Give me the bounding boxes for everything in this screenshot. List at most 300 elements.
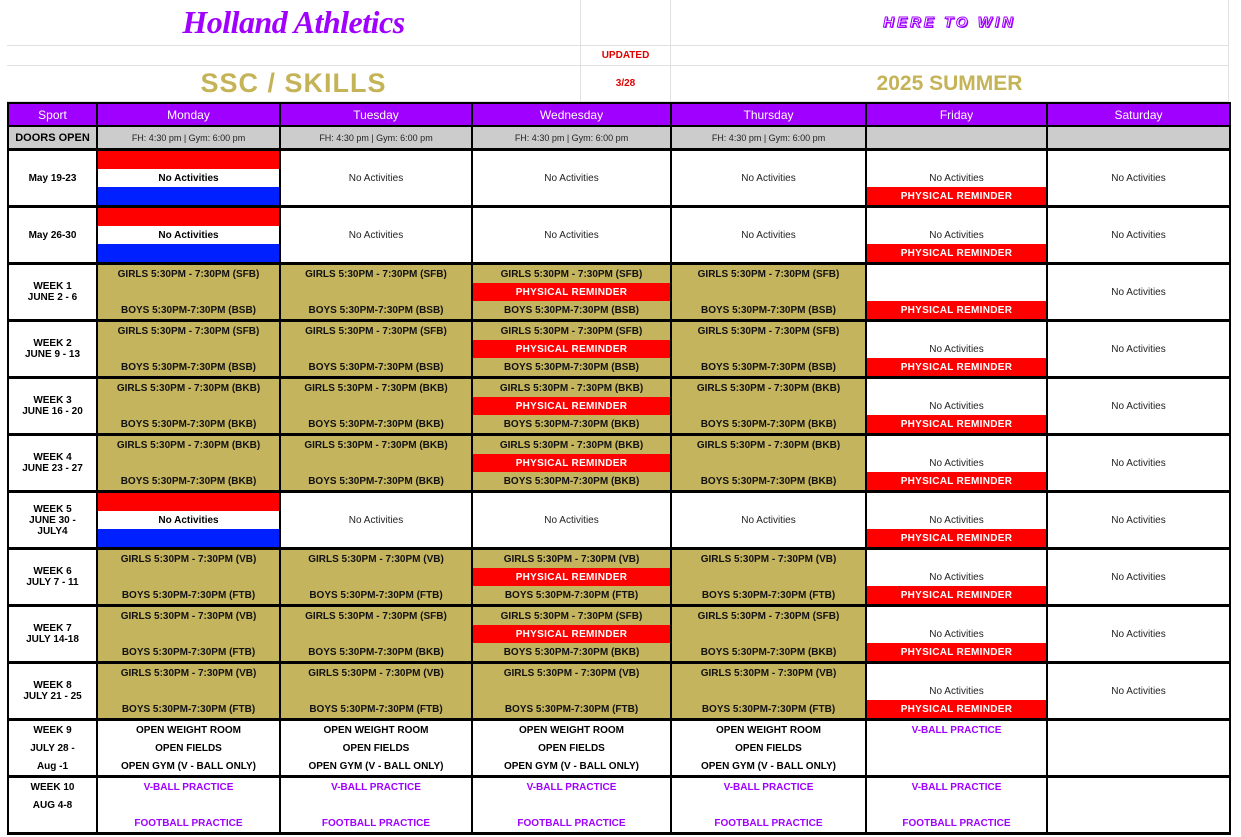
- empty-cell[interactable]: [280, 492, 472, 512]
- column-header-friday[interactable]: Friday: [866, 103, 1047, 126]
- girls-session[interactable]: GIRLS 5:30PM - 7:30PM (BKB): [472, 378, 671, 398]
- no-activities-cell[interactable]: No Activities: [97, 226, 280, 244]
- sheet-header: [0, 0, 1241, 102]
- boys-session[interactable]: BOYS 5:30PM-7:30PM (BKB): [280, 643, 472, 663]
- football-practice[interactable]: FOOTBALL PRACTICE: [472, 814, 671, 834]
- girls-session[interactable]: GIRLS 5:30PM - 7:30PM (VB): [671, 549, 866, 569]
- no-activities-cell[interactable]: No Activities: [1047, 321, 1230, 378]
- empty-cell[interactable]: [280, 187, 472, 207]
- week-line: JUNE 16 - 20: [22, 406, 83, 417]
- boys-session[interactable]: BOYS 5:30PM-7:30PM (BSB): [280, 358, 472, 378]
- empty-cell[interactable]: [280, 244, 472, 264]
- boys-session[interactable]: BOYS 5:30PM-7:30PM (FTB): [97, 643, 280, 663]
- boys-session[interactable]: BOYS 5:30PM-7:30PM (BKB): [280, 415, 472, 435]
- empty-cell[interactable]: [1047, 739, 1230, 757]
- table-row: [8, 549, 1230, 569]
- updated-date: 3/28: [615, 78, 636, 89]
- girls-session[interactable]: GIRLS 5:30PM - 7:30PM (BKB): [280, 435, 472, 455]
- table-row: [8, 625, 1230, 643]
- table-row: [8, 700, 1230, 720]
- no-activities-cell[interactable]: No Activities: [866, 682, 1047, 700]
- week-line: JUNE 23 - 27: [22, 463, 83, 474]
- physical-reminder[interactable]: PHYSICAL REMINDER: [866, 529, 1047, 549]
- blank-cell[interactable]: [7, 46, 581, 66]
- no-activities-cell[interactable]: No Activities: [1047, 378, 1230, 435]
- no-activities-cell[interactable]: No Activities: [97, 511, 280, 529]
- empty-cell[interactable]: [472, 796, 671, 814]
- girls-session[interactable]: GIRLS 5:30PM - 7:30PM (BKB): [671, 435, 866, 455]
- open-fields[interactable]: OPEN FIELDS: [280, 739, 472, 757]
- boys-session[interactable]: BOYS 5:30PM-7:30PM (BSB): [671, 358, 866, 378]
- empty-cell[interactable]: [1047, 492, 1230, 512]
- no-activities-cell[interactable]: No Activities: [866, 454, 1047, 472]
- table-row: [8, 682, 1230, 700]
- physical-reminder[interactable]: PHYSICAL REMINDER: [472, 397, 671, 415]
- doors-open-monday[interactable]: FH: 4:30 pm | Gym: 6:00 pm: [97, 126, 280, 150]
- table-row: [8, 472, 1230, 492]
- physical-reminder[interactable]: PHYSICAL REMINDER: [866, 472, 1047, 492]
- week-line: WEEK 8: [33, 680, 72, 691]
- empty-session-cell[interactable]: [97, 625, 280, 643]
- flag-stripe-red[interactable]: [97, 207, 280, 227]
- football-practice[interactable]: FOOTBALL PRACTICE: [97, 814, 280, 834]
- girls-session[interactable]: GIRLS 5:30PM - 7:30PM (SFB): [97, 264, 280, 284]
- week-line: May 19-23: [28, 172, 77, 184]
- empty-cell[interactable]: [866, 663, 1047, 683]
- empty-session-cell[interactable]: [472, 682, 671, 700]
- open-weight-room[interactable]: OPEN WEIGHT ROOM: [472, 720, 671, 740]
- flag-stripe-blue[interactable]: [97, 529, 280, 549]
- table-row: [8, 358, 1230, 378]
- football-practice[interactable]: FOOTBALL PRACTICE: [280, 814, 472, 834]
- empty-session-cell[interactable]: [97, 340, 280, 358]
- boys-session[interactable]: BOYS 5:30PM-7:30PM (BKB): [280, 472, 472, 492]
- empty-cell[interactable]: [1047, 207, 1230, 227]
- boys-session[interactable]: BOYS 5:30PM-7:30PM (BKB): [472, 643, 671, 663]
- boys-session[interactable]: BOYS 5:30PM-7:30PM (FTB): [280, 586, 472, 606]
- table-row: [8, 207, 1230, 227]
- table-row: [8, 187, 1230, 207]
- week-line: JULY 14-18: [26, 634, 79, 645]
- girls-session[interactable]: GIRLS 5:30PM - 7:30PM (VB): [472, 549, 671, 569]
- boys-session[interactable]: BOYS 5:30PM-7:30PM (FTB): [97, 586, 280, 606]
- week-label[interactable]: [8, 150, 97, 207]
- empty-cell[interactable]: [280, 529, 472, 549]
- week-line: WEEK 7: [33, 623, 72, 634]
- no-activities-cell[interactable]: No Activities: [866, 397, 1047, 415]
- no-activities-cell[interactable]: No Activities: [97, 169, 280, 187]
- open-gym[interactable]: OPEN GYM (V - BALL ONLY): [280, 757, 472, 777]
- empty-cell[interactable]: [1047, 720, 1230, 740]
- girls-session[interactable]: GIRLS 5:30PM - 7:30PM (SFB): [472, 606, 671, 626]
- no-activities-cell[interactable]: No Activities: [866, 226, 1047, 244]
- week-line: JULY4: [37, 525, 68, 537]
- week-line: JULY 7 - 11: [26, 577, 79, 588]
- no-activities-cell[interactable]: No Activities: [671, 511, 866, 529]
- empty-cell[interactable]: [671, 150, 866, 170]
- empty-cell[interactable]: [472, 244, 671, 264]
- open-weight-room[interactable]: OPEN WEIGHT ROOM: [280, 720, 472, 740]
- boys-session[interactable]: BOYS 5:30PM-7:30PM (BKB): [472, 415, 671, 435]
- football-practice[interactable]: FOOTBALL PRACTICE: [671, 814, 866, 834]
- empty-cell[interactable]: [280, 150, 472, 170]
- table-row: [8, 340, 1230, 358]
- empty-session-cell[interactable]: [671, 397, 866, 415]
- empty-session-cell[interactable]: [97, 454, 280, 472]
- updated-date-cell[interactable]: [581, 66, 671, 102]
- girls-session[interactable]: GIRLS 5:30PM - 7:30PM (BKB): [280, 378, 472, 398]
- boys-session[interactable]: BOYS 5:30PM-7:30PM (FTB): [472, 700, 671, 720]
- season-text: 2025 SUMMER: [876, 71, 1023, 95]
- vball-practice[interactable]: V-BALL PRACTICE: [472, 777, 671, 797]
- boys-session[interactable]: BOYS 5:30PM-7:30PM (BKB): [671, 415, 866, 435]
- table-row: [8, 169, 1230, 187]
- physical-reminder[interactable]: PHYSICAL REMINDER: [472, 568, 671, 586]
- empty-cell[interactable]: [1047, 814, 1230, 834]
- week-line: WEEK 5: [33, 503, 72, 515]
- empty-cell[interactable]: [866, 207, 1047, 227]
- vball-practice[interactable]: V-BALL PRACTICE: [280, 777, 472, 797]
- empty-cell[interactable]: [1047, 529, 1230, 549]
- empty-cell[interactable]: [280, 796, 472, 814]
- week-label[interactable]: [8, 606, 97, 663]
- table-row: [8, 321, 1230, 341]
- season-cell[interactable]: [671, 66, 1229, 102]
- table-row: [8, 150, 1230, 170]
- empty-session-cell[interactable]: [671, 454, 866, 472]
- column-header-wednesday[interactable]: Wednesday: [472, 103, 671, 126]
- no-activities-cell[interactable]: No Activities: [472, 226, 671, 244]
- empty-cell[interactable]: [1047, 150, 1230, 170]
- week-label[interactable]: [8, 435, 97, 492]
- empty-cell[interactable]: [866, 435, 1047, 455]
- no-activities-cell[interactable]: No Activities: [472, 169, 671, 187]
- flag-stripe-blue[interactable]: [97, 187, 280, 207]
- empty-session-cell[interactable]: [280, 283, 472, 301]
- doors-open-wednesday[interactable]: FH: 4:30 pm | Gym: 6:00 pm: [472, 126, 671, 150]
- empty-cell[interactable]: [866, 549, 1047, 569]
- girls-session[interactable]: GIRLS 5:30PM - 7:30PM (SFB): [472, 321, 671, 341]
- empty-cell[interactable]: [1047, 777, 1230, 797]
- column-header-monday[interactable]: Monday: [97, 103, 280, 126]
- girls-session[interactable]: GIRLS 5:30PM - 7:30PM (VB): [97, 663, 280, 683]
- physical-reminder[interactable]: PHYSICAL REMINDER: [866, 301, 1047, 321]
- flag-stripe-red[interactable]: [97, 150, 280, 170]
- girls-session[interactable]: GIRLS 5:30PM - 7:30PM (BKB): [97, 435, 280, 455]
- girls-session[interactable]: GIRLS 5:30PM - 7:30PM (SFB): [671, 606, 866, 626]
- girls-session[interactable]: GIRLS 5:30PM - 7:30PM (SFB): [671, 321, 866, 341]
- table-row: [8, 301, 1230, 321]
- empty-cell[interactable]: [280, 207, 472, 227]
- blank-cell[interactable]: [671, 46, 1229, 66]
- empty-cell[interactable]: [671, 529, 866, 549]
- boys-session[interactable]: BOYS 5:30PM-7:30PM (BKB): [97, 472, 280, 492]
- vball-practice[interactable]: V-BALL PRACTICE: [671, 777, 866, 797]
- open-fields[interactable]: OPEN FIELDS: [472, 739, 671, 757]
- empty-cell[interactable]: [472, 150, 671, 170]
- week-line: WEEK 4: [33, 452, 72, 463]
- empty-session-cell[interactable]: [671, 568, 866, 586]
- doors-open-thursday[interactable]: FH: 4:30 pm | Gym: 6:00 pm: [671, 126, 866, 150]
- week-label[interactable]: Aug -1: [8, 757, 97, 777]
- empty-session-cell[interactable]: [97, 682, 280, 700]
- empty-cell[interactable]: [866, 283, 1047, 301]
- no-activities-cell[interactable]: No Activities: [866, 625, 1047, 643]
- open-gym[interactable]: OPEN GYM (V - BALL ONLY): [671, 757, 866, 777]
- no-activities-cell[interactable]: No Activities: [1047, 264, 1230, 321]
- no-activities-cell[interactable]: No Activities: [1047, 226, 1230, 244]
- boys-session[interactable]: BOYS 5:30PM-7:30PM (BKB): [472, 472, 671, 492]
- no-activities-cell[interactable]: No Activities: [1047, 435, 1230, 492]
- table-row: [8, 397, 1230, 415]
- girls-session[interactable]: GIRLS 5:30PM - 7:30PM (VB): [97, 606, 280, 626]
- table-row: [8, 777, 1230, 797]
- girls-session[interactable]: GIRLS 5:30PM - 7:30PM (SFB): [280, 321, 472, 341]
- empty-session-cell[interactable]: [280, 340, 472, 358]
- boys-session[interactable]: BOYS 5:30PM-7:30PM (BSB): [97, 301, 280, 321]
- week-line: WEEK 3: [33, 395, 72, 406]
- blank-cell[interactable]: [581, 0, 671, 46]
- empty-session-cell[interactable]: [280, 454, 472, 472]
- empty-session-cell[interactable]: [671, 625, 866, 643]
- no-activities-cell[interactable]: No Activities: [1047, 169, 1230, 187]
- no-activities-cell[interactable]: No Activities: [671, 226, 866, 244]
- column-header-thursday[interactable]: Thursday: [671, 103, 866, 126]
- updated-label: UPDATED: [601, 50, 650, 61]
- table-row: [8, 226, 1230, 244]
- no-activities-cell[interactable]: No Activities: [472, 511, 671, 529]
- no-activities-cell[interactable]: No Activities: [866, 169, 1047, 187]
- no-activities-cell[interactable]: No Activities: [1047, 606, 1230, 663]
- table-row: [8, 739, 1230, 757]
- empty-cell[interactable]: [671, 244, 866, 264]
- empty-cell[interactable]: [1047, 796, 1230, 814]
- table-row: [8, 264, 1230, 284]
- empty-cell[interactable]: [1047, 757, 1230, 777]
- girls-session[interactable]: GIRLS 5:30PM - 7:30PM (VB): [280, 549, 472, 569]
- table-row: [8, 492, 1230, 512]
- empty-cell[interactable]: [866, 492, 1047, 512]
- week-line: JUNE 9 - 13: [24, 349, 81, 360]
- empty-session-cell[interactable]: [280, 682, 472, 700]
- empty-cell[interactable]: [866, 321, 1047, 341]
- physical-reminder[interactable]: PHYSICAL REMINDER: [866, 358, 1047, 378]
- week-label[interactable]: [8, 814, 97, 834]
- week-line: WEEK 2: [33, 338, 72, 349]
- no-activities-cell[interactable]: No Activities: [866, 511, 1047, 529]
- slogan-cell[interactable]: [671, 0, 1229, 46]
- subtitle-text: SSC / SKILLS: [200, 68, 387, 98]
- empty-cell[interactable]: [866, 378, 1047, 398]
- empty-session-cell[interactable]: [671, 682, 866, 700]
- empty-cell[interactable]: [671, 796, 866, 814]
- boys-session[interactable]: BOYS 5:30PM-7:30PM (BKB): [671, 472, 866, 492]
- table-row: [8, 757, 1230, 777]
- week-line: JULY 21 - 25: [23, 691, 82, 702]
- physical-reminder[interactable]: PHYSICAL REMINDER: [472, 340, 671, 358]
- empty-session-cell[interactable]: [97, 283, 280, 301]
- week-label[interactable]: [8, 207, 97, 264]
- table-row: [8, 283, 1230, 301]
- open-fields[interactable]: OPEN FIELDS: [97, 739, 280, 757]
- girls-session[interactable]: GIRLS 5:30PM - 7:30PM (VB): [97, 549, 280, 569]
- table-row: [8, 606, 1230, 626]
- girls-session[interactable]: GIRLS 5:30PM - 7:30PM (SFB): [472, 264, 671, 284]
- table-row: [8, 586, 1230, 606]
- girls-session[interactable]: GIRLS 5:30PM - 7:30PM (SFB): [671, 264, 866, 284]
- week-label[interactable]: JULY 28 -: [8, 739, 97, 757]
- boys-session[interactable]: BOYS 5:30PM-7:30PM (BSB): [280, 301, 472, 321]
- empty-session-cell[interactable]: [97, 568, 280, 586]
- brand-cell[interactable]: [7, 0, 581, 46]
- no-activities-cell[interactable]: No Activities: [866, 340, 1047, 358]
- no-activities-cell[interactable]: No Activities: [1047, 663, 1230, 720]
- football-practice[interactable]: FOOTBALL PRACTICE: [866, 814, 1047, 834]
- girls-session[interactable]: GIRLS 5:30PM - 7:30PM (SFB): [97, 321, 280, 341]
- empty-cell[interactable]: [472, 207, 671, 227]
- table-row: [8, 511, 1230, 529]
- column-header-row: [8, 103, 1230, 126]
- vball-practice[interactable]: V-BALL PRACTICE: [97, 777, 280, 797]
- empty-cell[interactable]: [1047, 187, 1230, 207]
- open-fields[interactable]: OPEN FIELDS: [671, 739, 866, 757]
- boys-session[interactable]: BOYS 5:30PM-7:30PM (BSB): [671, 301, 866, 321]
- empty-session-cell[interactable]: [97, 397, 280, 415]
- week-label[interactable]: AUG 4-8: [8, 796, 97, 814]
- table-row: [8, 663, 1230, 683]
- table-row: [8, 244, 1230, 264]
- empty-cell[interactable]: [472, 187, 671, 207]
- boys-session[interactable]: BOYS 5:30PM-7:30PM (BSB): [472, 301, 671, 321]
- week-line: WEEK 6: [33, 566, 72, 577]
- empty-cell[interactable]: [671, 207, 866, 227]
- week-line: JUNE 30 -: [29, 514, 76, 526]
- physical-reminder[interactable]: PHYSICAL REMINDER: [472, 283, 671, 301]
- boys-session[interactable]: BOYS 5:30PM-7:30PM (FTB): [280, 700, 472, 720]
- column-header-sport[interactable]: Sport: [8, 103, 97, 126]
- girls-session[interactable]: GIRLS 5:30PM - 7:30PM (VB): [671, 663, 866, 683]
- doors-open-label[interactable]: DOORS OPEN: [8, 126, 97, 150]
- girls-session[interactable]: GIRLS 5:30PM - 7:30PM (BKB): [472, 435, 671, 455]
- doors-open-saturday[interactable]: [1047, 126, 1230, 150]
- column-header-tuesday[interactable]: Tuesday: [280, 103, 472, 126]
- girls-session[interactable]: GIRLS 5:30PM - 7:30PM (BKB): [97, 378, 280, 398]
- empty-cell[interactable]: [866, 757, 1047, 777]
- empty-cell[interactable]: [472, 529, 671, 549]
- empty-session-cell[interactable]: [280, 568, 472, 586]
- empty-cell[interactable]: [671, 187, 866, 207]
- no-activities-cell[interactable]: No Activities: [280, 169, 472, 187]
- boys-session[interactable]: BOYS 5:30PM-7:30PM (BKB): [97, 415, 280, 435]
- open-weight-room[interactable]: OPEN WEIGHT ROOM: [671, 720, 866, 740]
- empty-cell[interactable]: [866, 150, 1047, 170]
- column-header-saturday[interactable]: Saturday: [1047, 103, 1230, 126]
- table-row: [8, 568, 1230, 586]
- boys-session[interactable]: BOYS 5:30PM-7:30PM (BSB): [472, 358, 671, 378]
- subtitle-cell[interactable]: [7, 66, 581, 102]
- doors-open-tuesday[interactable]: FH: 4:30 pm | Gym: 6:00 pm: [280, 126, 472, 150]
- updated-cell[interactable]: [581, 46, 671, 66]
- physical-reminder[interactable]: PHYSICAL REMINDER: [472, 625, 671, 643]
- week-label[interactable]: [8, 492, 97, 549]
- table-row: [8, 643, 1230, 663]
- no-activities-cell[interactable]: No Activities: [1047, 549, 1230, 606]
- empty-cell[interactable]: [97, 796, 280, 814]
- boys-session[interactable]: BOYS 5:30PM-7:30PM (BSB): [97, 358, 280, 378]
- physical-reminder[interactable]: PHYSICAL REMINDER: [866, 415, 1047, 435]
- empty-session-cell[interactable]: [280, 625, 472, 643]
- girls-session[interactable]: GIRLS 5:30PM - 7:30PM (SFB): [280, 606, 472, 626]
- no-activities-cell[interactable]: No Activities: [1047, 511, 1230, 529]
- week-line: WEEK 1: [33, 281, 72, 292]
- flag-stripe-blue[interactable]: [97, 244, 280, 264]
- week-label[interactable]: [8, 264, 97, 321]
- boys-session[interactable]: BOYS 5:30PM-7:30PM (FTB): [671, 700, 866, 720]
- vball-practice[interactable]: V-BALL PRACTICE: [866, 777, 1047, 797]
- girls-session[interactable]: GIRLS 5:30PM - 7:30PM (BKB): [671, 378, 866, 398]
- empty-cell[interactable]: [866, 739, 1047, 757]
- boys-session[interactable]: BOYS 5:30PM-7:30PM (FTB): [671, 586, 866, 606]
- no-activities-cell[interactable]: No Activities: [671, 169, 866, 187]
- physical-reminder[interactable]: PHYSICAL REMINDER: [866, 586, 1047, 606]
- week-label[interactable]: WEEK 10: [8, 777, 97, 797]
- vball-practice[interactable]: V-BALL PRACTICE: [866, 720, 1047, 740]
- week-label[interactable]: [8, 321, 97, 378]
- table-row: [8, 814, 1230, 834]
- physical-reminder[interactable]: PHYSICAL REMINDER: [472, 454, 671, 472]
- empty-cell[interactable]: [472, 492, 671, 512]
- girls-session[interactable]: GIRLS 5:30PM - 7:30PM (VB): [280, 663, 472, 683]
- empty-session-cell[interactable]: [280, 397, 472, 415]
- open-gym[interactable]: OPEN GYM (V - BALL ONLY): [472, 757, 671, 777]
- boys-session[interactable]: BOYS 5:30PM-7:30PM (BKB): [671, 643, 866, 663]
- week-label[interactable]: [8, 378, 97, 435]
- physical-reminder[interactable]: PHYSICAL REMINDER: [866, 643, 1047, 663]
- empty-cell[interactable]: [866, 264, 1047, 284]
- boys-session[interactable]: BOYS 5:30PM-7:30PM (FTB): [472, 586, 671, 606]
- doors-open-friday[interactable]: [866, 126, 1047, 150]
- table-row: [8, 378, 1230, 398]
- empty-session-cell[interactable]: [671, 340, 866, 358]
- girls-session[interactable]: GIRLS 5:30PM - 7:30PM (SFB): [280, 264, 472, 284]
- no-activities-cell[interactable]: No Activities: [280, 511, 472, 529]
- girls-session[interactable]: GIRLS 5:30PM - 7:30PM (VB): [472, 663, 671, 683]
- doors-open-row: [8, 126, 1230, 150]
- boys-session[interactable]: BOYS 5:30PM-7:30PM (FTB): [97, 700, 280, 720]
- schedule-grid: [7, 102, 1231, 835]
- physical-reminder[interactable]: PHYSICAL REMINDER: [866, 187, 1047, 207]
- table-row: [8, 454, 1230, 472]
- empty-cell[interactable]: [866, 606, 1047, 626]
- empty-session-cell[interactable]: [671, 283, 866, 301]
- empty-cell[interactable]: [1047, 244, 1230, 264]
- empty-cell[interactable]: [671, 492, 866, 512]
- open-weight-room[interactable]: OPEN WEIGHT ROOM: [97, 720, 280, 740]
- physical-reminder[interactable]: PHYSICAL REMINDER: [866, 700, 1047, 720]
- week-label[interactable]: [8, 663, 97, 720]
- week-label[interactable]: [8, 549, 97, 606]
- no-activities-cell[interactable]: No Activities: [866, 568, 1047, 586]
- table-row: [8, 720, 1230, 740]
- physical-reminder[interactable]: PHYSICAL REMINDER: [866, 244, 1047, 264]
- open-gym[interactable]: OPEN GYM (V - BALL ONLY): [97, 757, 280, 777]
- no-activities-cell[interactable]: No Activities: [280, 226, 472, 244]
- empty-cell[interactable]: [866, 796, 1047, 814]
- table-row: [8, 415, 1230, 435]
- flag-stripe-red[interactable]: [97, 492, 280, 512]
- week-label[interactable]: WEEK 9: [8, 720, 97, 740]
- week-line: May 26-30: [28, 229, 77, 241]
